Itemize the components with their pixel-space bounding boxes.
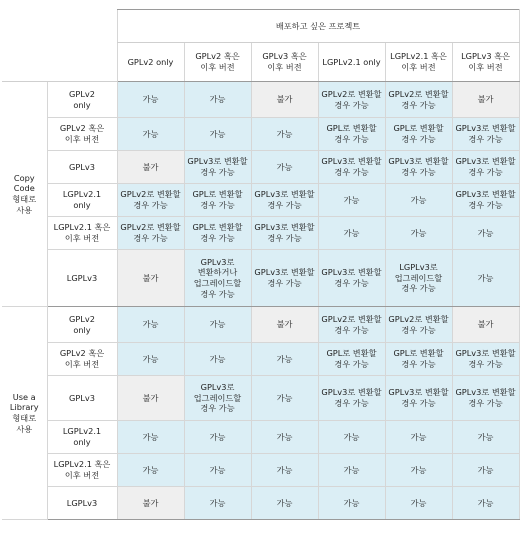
table-cell: 가능 — [184, 454, 251, 487]
table-cell: 가능 — [117, 82, 184, 118]
table-cell: 가능 — [251, 151, 318, 184]
table-cell: 가능 — [117, 421, 184, 454]
table-cell: GPL로 변환할 경우 가능 — [385, 343, 452, 376]
group-label-0: Copy Code 형태로 사용 — [2, 82, 47, 307]
table-cell: 가능 — [385, 487, 452, 520]
column-header-4: LGPLv2.1 혹은 이후 버전 — [385, 43, 452, 82]
row-label: GPLv2 only — [47, 82, 117, 118]
column-header-0: GPLv2 only — [117, 43, 184, 82]
table-cell: 가능 — [385, 421, 452, 454]
table-cell: 가능 — [184, 343, 251, 376]
table-cell: GPLv3로 변환할 경우 가능 — [385, 376, 452, 421]
table-cell: GPLv2로 변환할 경우 가능 — [385, 307, 452, 343]
table-cell: 불가 — [251, 82, 318, 118]
row-label: GPLv3 — [47, 376, 117, 421]
table-cell: GPLv2로 변환할 경우 가능 — [117, 184, 184, 217]
table-cell: GPLv2로 변환할 경우 가능 — [318, 82, 385, 118]
row-label: LGPLv2.1 only — [47, 421, 117, 454]
main-header: 배포하고 싶은 프로젝트 — [117, 10, 519, 43]
table-cell: 가능 — [251, 343, 318, 376]
table-cell: 불가 — [452, 82, 519, 118]
table-cell: GPLv3로 변환할 경우 가능 — [318, 250, 385, 307]
table-cell: GPLv3로 변환할 경우 가능 — [452, 184, 519, 217]
table-cell: GPLv3로 변환할 경우 가능 — [251, 217, 318, 250]
table-cell: GPL로 변환할 경우 가능 — [184, 184, 251, 217]
table-cell: GPL로 변환할 경우 가능 — [318, 118, 385, 151]
table-cell: GPLv3로 변환할 경우 가능 — [452, 343, 519, 376]
row-label: LGPLv2.1 only — [47, 184, 117, 217]
table-cell: 불가 — [117, 376, 184, 421]
table-cell: 가능 — [251, 487, 318, 520]
column-header-3: LGPLv2.1 only — [318, 43, 385, 82]
table-cell: 가능 — [184, 118, 251, 151]
table-cell: 불가 — [117, 487, 184, 520]
row-label: GPLv3 — [47, 151, 117, 184]
table-cell: 가능 — [117, 118, 184, 151]
row-label: LGPLv2.1 혹은 이후 버전 — [47, 454, 117, 487]
table-cell: GPLv3로 변환할 경우 가능 — [452, 376, 519, 421]
table-body — [2, 82, 519, 520]
table-cell: 불가 — [452, 307, 519, 343]
table-cell: 가능 — [318, 184, 385, 217]
table-row — [2, 250, 519, 307]
table-row — [2, 376, 519, 421]
table-cell: 가능 — [184, 307, 251, 343]
table-row — [2, 307, 519, 343]
table-cell: 가능 — [251, 454, 318, 487]
table-cell: GPL로 변환할 경우 가능 — [318, 343, 385, 376]
table-cell: 가능 — [318, 421, 385, 454]
table-cell: GPLv3로 변환할 경우 가능 — [452, 118, 519, 151]
column-header-1: GPLv2 혹은 이후 버전 — [184, 43, 251, 82]
table-cell: 가능 — [184, 82, 251, 118]
table-cell: 가능 — [452, 250, 519, 307]
table-cell: GPLv3로 변환하거나 업그레이드할 경우 가능 — [184, 250, 251, 307]
table-cell: 불가 — [117, 151, 184, 184]
table-cell: 가능 — [318, 217, 385, 250]
table-cell: 가능 — [117, 307, 184, 343]
table-row — [2, 118, 519, 151]
row-label: GPLv2 only — [47, 307, 117, 343]
row-label: LGPLv3 — [47, 250, 117, 307]
table-cell: GPLv3로 변환할 경우 가능 — [318, 151, 385, 184]
row-label: LGPLv2.1 혹은 이후 버전 — [47, 217, 117, 250]
table-cell: LGPLv3로 업그레이드할 경우 가능 — [385, 250, 452, 307]
table-cell: 가능 — [385, 454, 452, 487]
table-row — [2, 343, 519, 376]
table-row — [2, 487, 519, 520]
table-row — [2, 454, 519, 487]
table-cell: GPLv2로 변환할 경우 가능 — [385, 82, 452, 118]
table-cell: 가능 — [117, 454, 184, 487]
table-cell: GPL로 변환할 경우 가능 — [184, 217, 251, 250]
table-cell: GPLv3로 변환할 경우 가능 — [318, 376, 385, 421]
table-cell: 가능 — [452, 487, 519, 520]
column-header-2: GPLv3 혹은 이후 버전 — [251, 43, 318, 82]
table-cell: 불가 — [117, 250, 184, 307]
table-cell: 가능 — [452, 421, 519, 454]
table-cell: GPL로 변환할 경우 가능 — [385, 118, 452, 151]
table-cell: 가능 — [184, 487, 251, 520]
table-cell: GPLv3로 변환할 경우 가능 — [251, 184, 318, 217]
table-row — [2, 184, 519, 217]
table-row — [2, 421, 519, 454]
table-cell: GPLv2로 변환할 경우 가능 — [318, 307, 385, 343]
table-cell: GPLv3로 변환할 경우 가능 — [385, 151, 452, 184]
row-label: GPLv2 혹은 이후 버전 — [47, 343, 117, 376]
header-corner — [2, 10, 117, 82]
table-cell: 불가 — [251, 307, 318, 343]
table-cell: GPLv3로 업그레이드할 경우 가능 — [184, 376, 251, 421]
table-cell: GPLv2로 변환할 경우 가능 — [117, 217, 184, 250]
table-cell: 가능 — [251, 118, 318, 151]
table-cell: 가능 — [452, 217, 519, 250]
table-cell: GPLv3로 변환할 경우 가능 — [251, 250, 318, 307]
table-cell: GPLv3로 변환할 경우 가능 — [452, 151, 519, 184]
table-cell: 가능 — [318, 454, 385, 487]
table-cell: 가능 — [385, 217, 452, 250]
row-label: GPLv2 혹은 이후 버전 — [47, 118, 117, 151]
column-header-5: LGPLv3 혹은 이후 버전 — [452, 43, 519, 82]
table-cell: 가능 — [251, 376, 318, 421]
table-cell: GPLv3로 변환할 경우 가능 — [184, 151, 251, 184]
table-row — [2, 217, 519, 250]
table-cell: 가능 — [251, 421, 318, 454]
table-row — [2, 82, 519, 118]
row-label: LGPLv3 — [47, 487, 117, 520]
table-cell: 가능 — [318, 487, 385, 520]
group-label-1: Use a Library 형태로 사용 — [2, 307, 47, 520]
table-cell: 가능 — [452, 454, 519, 487]
table-cell: 가능 — [184, 421, 251, 454]
table-row — [2, 151, 519, 184]
license-compatibility-table — [2, 9, 520, 520]
table-header — [2, 10, 519, 82]
table-cell: 가능 — [385, 184, 452, 217]
table-cell: 가능 — [117, 343, 184, 376]
